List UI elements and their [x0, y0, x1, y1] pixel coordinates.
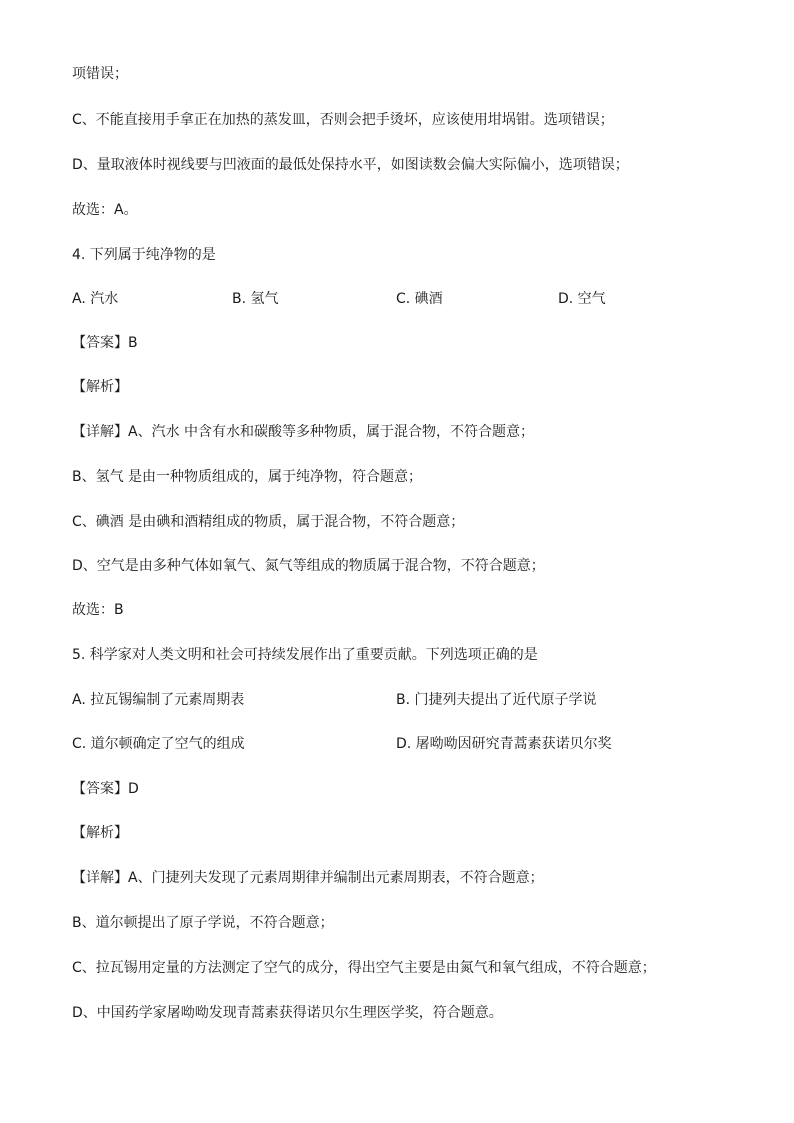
question-5-answer: 【答案】D [72, 781, 139, 797]
question-5-stem: 5. 科学家对人类文明和社会可持续发展作出了重要贡献。下列选项正确的是 [72, 647, 538, 663]
question-4-option-a: A. 汽水 [72, 291, 119, 307]
text-line: 故选：A。 [72, 202, 138, 218]
question-5-detail-line: 【详解】A、门捷列夫发现了元素周期律并编制出元素周期表，不符合题意； [72, 870, 544, 886]
question-4-detail-line: B、氢气 是由一种物质组成的，属于纯净物，符合题意； [72, 469, 423, 485]
text-line: 项错误； [72, 66, 128, 82]
question-5-detail-line: D、中国药学家屠呦呦发现青蒿素获得诺贝尔生理医学奖，符合题意。 [72, 1005, 503, 1021]
question-5-option-b: B. 门捷列夫提出了近代原子学说 [396, 692, 597, 708]
question-4-detail-line: D、空气是由多种气体如氧气、氮气等组成的物质属于混合物，不符合题意； [72, 558, 545, 574]
question-5-detail-line: C、拉瓦锡用定量的方法测定了空气的成分，得出空气主要是由氮气和氧气组成，不符合题意； [72, 960, 656, 976]
question-5-option-c: C. 道尔顿确定了空气的组成 [72, 736, 245, 752]
question-4-conclusion: 故选：B [72, 602, 124, 618]
text-line: D、量取液体时视线要与凹液面的最低处保持水平，如图读数会偏大实际偏小，选项错误； [72, 157, 629, 173]
question-4-detail-line: 【详解】A、汽水 中含有水和碳酸等多种物质，属于混合物，不符合题意； [72, 424, 535, 440]
question-5-option-d: D. 屠呦呦因研究青蒿素获诺贝尔奖 [396, 736, 612, 752]
question-5-analysis-heading: 【解析】 [72, 825, 128, 841]
question-4-detail-line: C、碘酒 是由碘和酒精组成的物质，属于混合物，不符合题意； [72, 514, 465, 530]
question-5-detail-line: B、道尔顿提出了原子学说，不符合题意； [72, 915, 334, 931]
question-4-option-c: C. 碘酒 [396, 291, 443, 307]
question-4-stem: 4. 下列属于纯净物的是 [72, 247, 216, 263]
text-line: C、不能直接用手拿正在加热的蒸发皿，否则会把手烫坏，应该使用坩埚钳。选项错误； [72, 112, 614, 128]
question-5-option-a: A. 拉瓦锡编制了元素周期表 [72, 692, 245, 708]
question-4-option-b: B. 氢气 [232, 291, 279, 307]
question-4-option-d: D. 空气 [558, 291, 606, 307]
question-4-analysis-heading: 【解析】 [72, 379, 128, 395]
question-4-answer: 【答案】B [72, 335, 138, 351]
